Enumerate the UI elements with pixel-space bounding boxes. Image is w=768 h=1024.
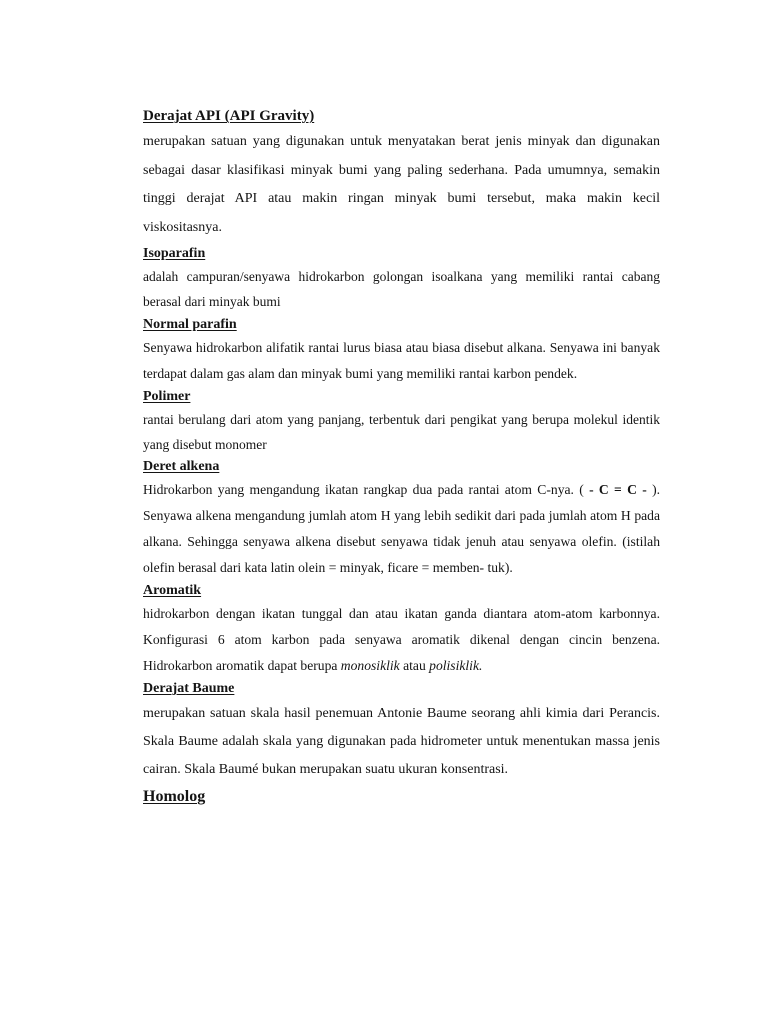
term-homolog: Homolog [143,788,206,805]
term-aromatik: Aromatik [143,583,202,598]
definition-polimer: rantai berulang dari atom yang panjang, terbentuk dari pengikat yang berupa molekul identik yang disebut monomer [143,412,660,452]
formula-part-1: - C = [589,482,622,497]
definition-derajat-api: merupakan satuan yang digunakan untuk menyatakan berat jenis minyak dan digunakan sebagai dasar klasifikasi minyak bumi yang paling sederhana. Pada umumnya, semakin tinggi derajat API atau makin ringan minyak bumi tersebut, maka makin kecil viskositasnya. [143,134,660,235]
definition-normal-parafin: Senyawa hidrokarbon alifatik rantai lurus biasa atau biasa disebut alkana. Senyawa ini banyak terdapat dalam gas alam dan minyak bumi yang memiliki rantai karbon pendek. [143,340,660,381]
term-polimer: Polimer [143,389,191,404]
term-deret-alkena: Deret alkena [143,459,220,474]
italic-monosiklik: monosiklik [340,658,400,673]
definition-deret-alkena [143,477,660,581]
term-derajat-baume: Derajat Baume [143,681,235,696]
definition-isoparafin: adalah campuran/senyawa hidrokarbon golongan isoalkana yang memiliki rantai cabang berasal dari minyak bumi [143,269,660,309]
definition-aromatik-start: hidrokarbon dengan ikatan tunggal dan atau ikatan ganda diantara atom-atom karbonnya. Konfigurasi 6 atom karbon pada senyawa aromatik dikenal dengan cincin benzena. Hidrokarbon aromatik dapat berupa [143,606,660,673]
term-normal-parafin: Normal parafin [143,317,237,332]
definition-aromatik-connector: atau [399,658,430,673]
definition-aromatik [143,601,660,679]
definition-deret-alkena-start: Hidrokarbon yang mengandung ikatan rangkap dua pada rantai atom C-nya. ( [143,482,590,497]
definition-derajat-baume: merupakan satuan skala hasil penemuan Antonie Baume seorang ahli kimia dari Perancis. Skala Baume adalah skala yang digunakan pada hidrometer untuk menentukan massa jenis cairan. Skala Baumé bukan merupakan suatu ukuran konsentrasi. [143,706,660,777]
formula-part-2: C - [627,482,647,497]
document-content [143,106,660,808]
definition-deret-alkena-end: ). Senyawa alkena mengandung jumlah atom H yang lebih sedikit dari pada jumlah atom H pada alkana. Sehingga senyawa alkena disebut senyawa tidak jenuh atau senyawa olefin. (istilah olefin berasal dari kata latin olein = minyak, ficare = memben- tuk). [143,482,661,575]
term-isoparafin: Isoparafin [143,246,206,261]
term-derajat-api: Derajat API (API Gravity) [143,108,315,124]
italic-polisiklik: polisiklik. [429,658,483,673]
